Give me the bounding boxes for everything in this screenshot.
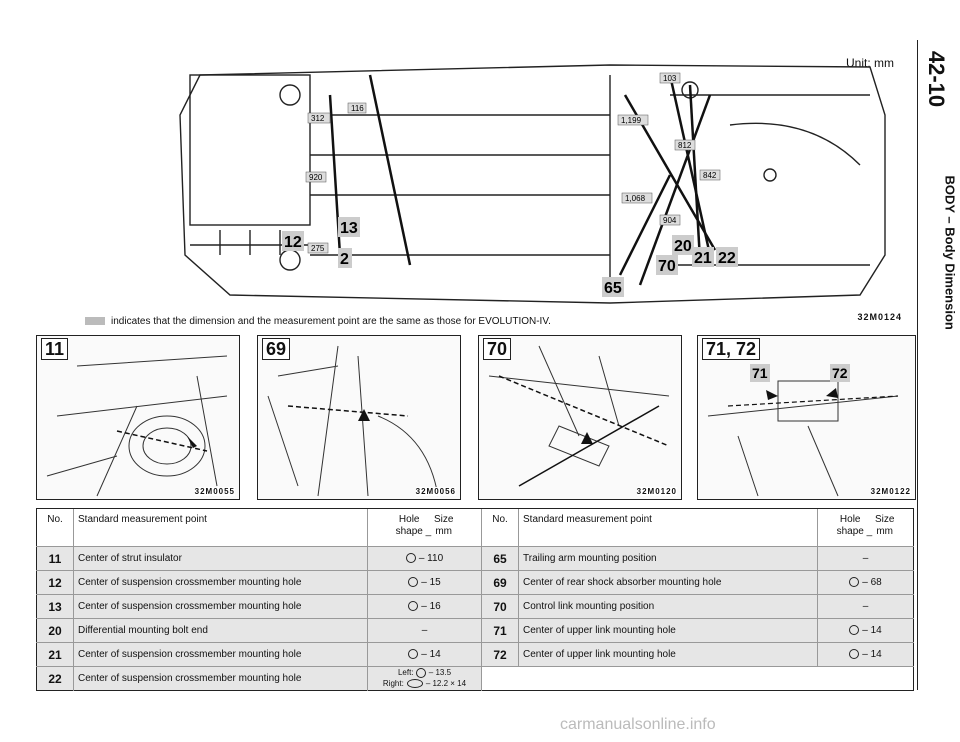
row-no: 11 [37, 547, 74, 571]
round-hole-icon [406, 553, 416, 563]
row-size [818, 619, 914, 643]
row-size: – [818, 547, 914, 571]
svg-text:1,068: 1,068 [625, 194, 646, 203]
svg-text:842: 842 [703, 171, 717, 180]
row-size [818, 571, 914, 595]
round-hole-icon [849, 625, 859, 635]
dim-812 [675, 140, 695, 150]
row-point: Trailing arm mounting position [519, 547, 818, 571]
svg-text:103: 103 [663, 74, 677, 83]
dim-103 [660, 73, 680, 83]
measurement-table [36, 508, 914, 691]
svg-text:65: 65 [604, 280, 622, 297]
photo-71-72-drawing [698, 336, 915, 499]
dim-312 [308, 113, 330, 123]
svg-text:904: 904 [663, 216, 677, 225]
svg-text:71: 71 [752, 365, 768, 381]
row-point: Center of suspension crossmember mounting hole [74, 667, 368, 691]
divider-line [917, 40, 918, 690]
photo-sublabel-71 [750, 364, 770, 382]
row-no: 12 [37, 571, 74, 595]
page-number: 42-10 [924, 50, 950, 108]
table-row [37, 571, 914, 595]
row-no: 21 [37, 643, 74, 667]
row-no: 13 [37, 595, 74, 619]
header-size-mm-right: Size mm [874, 514, 895, 537]
diagram-figure-code: 32M0124 [857, 312, 902, 322]
round-hole-icon [408, 601, 418, 611]
point-21 [692, 247, 714, 267]
photo-code-71-72: 32M0122 [870, 487, 911, 496]
dim-275 [308, 243, 328, 253]
svg-text:12: 12 [284, 234, 302, 251]
header-no-left: No. [37, 509, 74, 547]
svg-text:812: 812 [678, 141, 692, 150]
photo-tag-69: 69 [262, 338, 290, 360]
svg-text:70: 70 [658, 258, 676, 275]
dim-1199 [618, 115, 648, 125]
svg-text:2: 2 [340, 251, 349, 268]
svg-text:22: 22 [718, 250, 736, 267]
photo-11-drawing [37, 336, 239, 499]
row-no: 69 [482, 571, 519, 595]
row-point: Center of strut insulator [74, 547, 368, 571]
dim-920 [306, 172, 326, 182]
round-hole-icon [408, 577, 418, 587]
svg-text:72: 72 [832, 365, 848, 381]
row-no: 72 [482, 643, 519, 667]
row-point: Differential mounting bolt end [74, 619, 368, 643]
row-size: – [368, 619, 482, 643]
header-size-mm-left: Size mm [433, 514, 454, 537]
header-hole-shape-left: Hole shape [395, 514, 423, 537]
photo-69-drawing [258, 336, 460, 499]
svg-text:1,199: 1,199 [621, 116, 642, 125]
photo-tag-11: 11 [41, 338, 68, 360]
dim-1068 [622, 193, 652, 203]
row-point: Center of suspension crossmember mounting hole [74, 643, 368, 667]
point-13 [338, 217, 360, 237]
round-hole-icon [416, 668, 426, 678]
photo-69 [257, 335, 461, 500]
size-left-value: – 13.5 [428, 668, 452, 678]
row-point: Center of suspension crossmember mounting hole [74, 595, 368, 619]
header-point-left: Standard measurement point [74, 509, 368, 547]
size-right-line [372, 679, 477, 689]
point-22 [716, 247, 738, 267]
row-size [818, 643, 914, 667]
row-size-value: – 16 [421, 601, 441, 612]
size-left-label: Left: [397, 668, 414, 678]
gray-swatch [85, 317, 105, 325]
unit-label: Unit: mm [846, 56, 894, 70]
table-row [37, 619, 914, 643]
svg-text:116: 116 [351, 104, 364, 113]
svg-text:13: 13 [340, 220, 358, 237]
photo-70 [478, 335, 682, 500]
header-size-right: Hole shape _ Size mm [818, 509, 914, 547]
row-size [368, 643, 482, 667]
photo-code-69: 32M0056 [415, 487, 456, 496]
row-size [368, 667, 482, 691]
table-row [37, 547, 914, 571]
svg-text:20: 20 [674, 238, 692, 255]
svg-text:275: 275 [311, 244, 325, 253]
row-size [368, 571, 482, 595]
empty-cell [482, 667, 914, 691]
size-right-value: – 12.2 × 14 [425, 678, 467, 688]
dim-904 [660, 215, 680, 225]
photo-tag-70: 70 [483, 338, 511, 360]
row-size: – [818, 595, 914, 619]
point-2 [338, 248, 352, 268]
point-20 [672, 235, 694, 255]
row-point: Center of upper link mounting hole [519, 643, 818, 667]
point-65 [602, 277, 624, 297]
row-size-value: – 110 [418, 553, 444, 564]
table-row [37, 667, 914, 691]
row-size [368, 547, 482, 571]
round-hole-icon [408, 649, 418, 659]
round-hole-icon [849, 649, 859, 659]
photo-code-70: 32M0120 [636, 487, 677, 496]
svg-text:920: 920 [309, 173, 323, 182]
row-size [368, 595, 482, 619]
row-size-value: – 14 [862, 649, 882, 660]
section-title: BODY – Body Dimension [942, 175, 958, 330]
header-hole-shape-right: Hole shape [836, 514, 864, 537]
row-no: 70 [482, 595, 519, 619]
row-point: Control link mounting position [519, 595, 818, 619]
evolution-note [85, 316, 551, 327]
watermark: carmanualsonline.info [560, 716, 716, 733]
note-text: indicates that the dimension and the measurement point are the same as those for EVOLUTION-IV. [111, 316, 551, 327]
point-70 [656, 255, 678, 275]
photo-tag-71-72: 71, 72 [702, 338, 760, 360]
photo-71-72 [697, 335, 916, 500]
photo-code-11: 32M0055 [194, 487, 235, 496]
row-point: Center of upper link mounting hole [519, 619, 818, 643]
photo-11 [36, 335, 240, 500]
row-no: 65 [482, 547, 519, 571]
photo-sublabel-72 [830, 364, 850, 382]
row-no: 20 [37, 619, 74, 643]
row-size-value: – 14 [421, 649, 441, 660]
header-point-right: Standard measurement point [519, 509, 818, 547]
size-right-label: Right: [382, 678, 404, 688]
table-header-row [37, 509, 914, 547]
oval-hole-icon [407, 679, 423, 688]
dim-842 [700, 170, 720, 180]
table-row [37, 595, 914, 619]
point-12 [282, 231, 304, 251]
row-no: 71 [482, 619, 519, 643]
table-row [37, 643, 914, 667]
svg-text:312: 312 [311, 114, 325, 123]
dim-116 [348, 103, 366, 113]
header-no-right: No. [482, 509, 519, 547]
row-no: 22 [37, 667, 74, 691]
svg-text:21: 21 [694, 250, 712, 267]
size-left-line [372, 668, 477, 678]
row-point: Center of suspension crossmember mounting hole [74, 571, 368, 595]
row-size-value: – 68 [862, 577, 882, 588]
row-size-value: – 14 [862, 625, 882, 636]
photo-70-drawing [479, 336, 681, 499]
round-hole-icon [849, 577, 859, 587]
side-title [924, 48, 958, 468]
header-size-left: Hole shape _ Size mm [368, 509, 482, 547]
row-size-value: – 15 [421, 577, 441, 588]
underbody-diagram [170, 55, 890, 310]
row-point: Center of rear shock absorber mounting hole [519, 571, 818, 595]
